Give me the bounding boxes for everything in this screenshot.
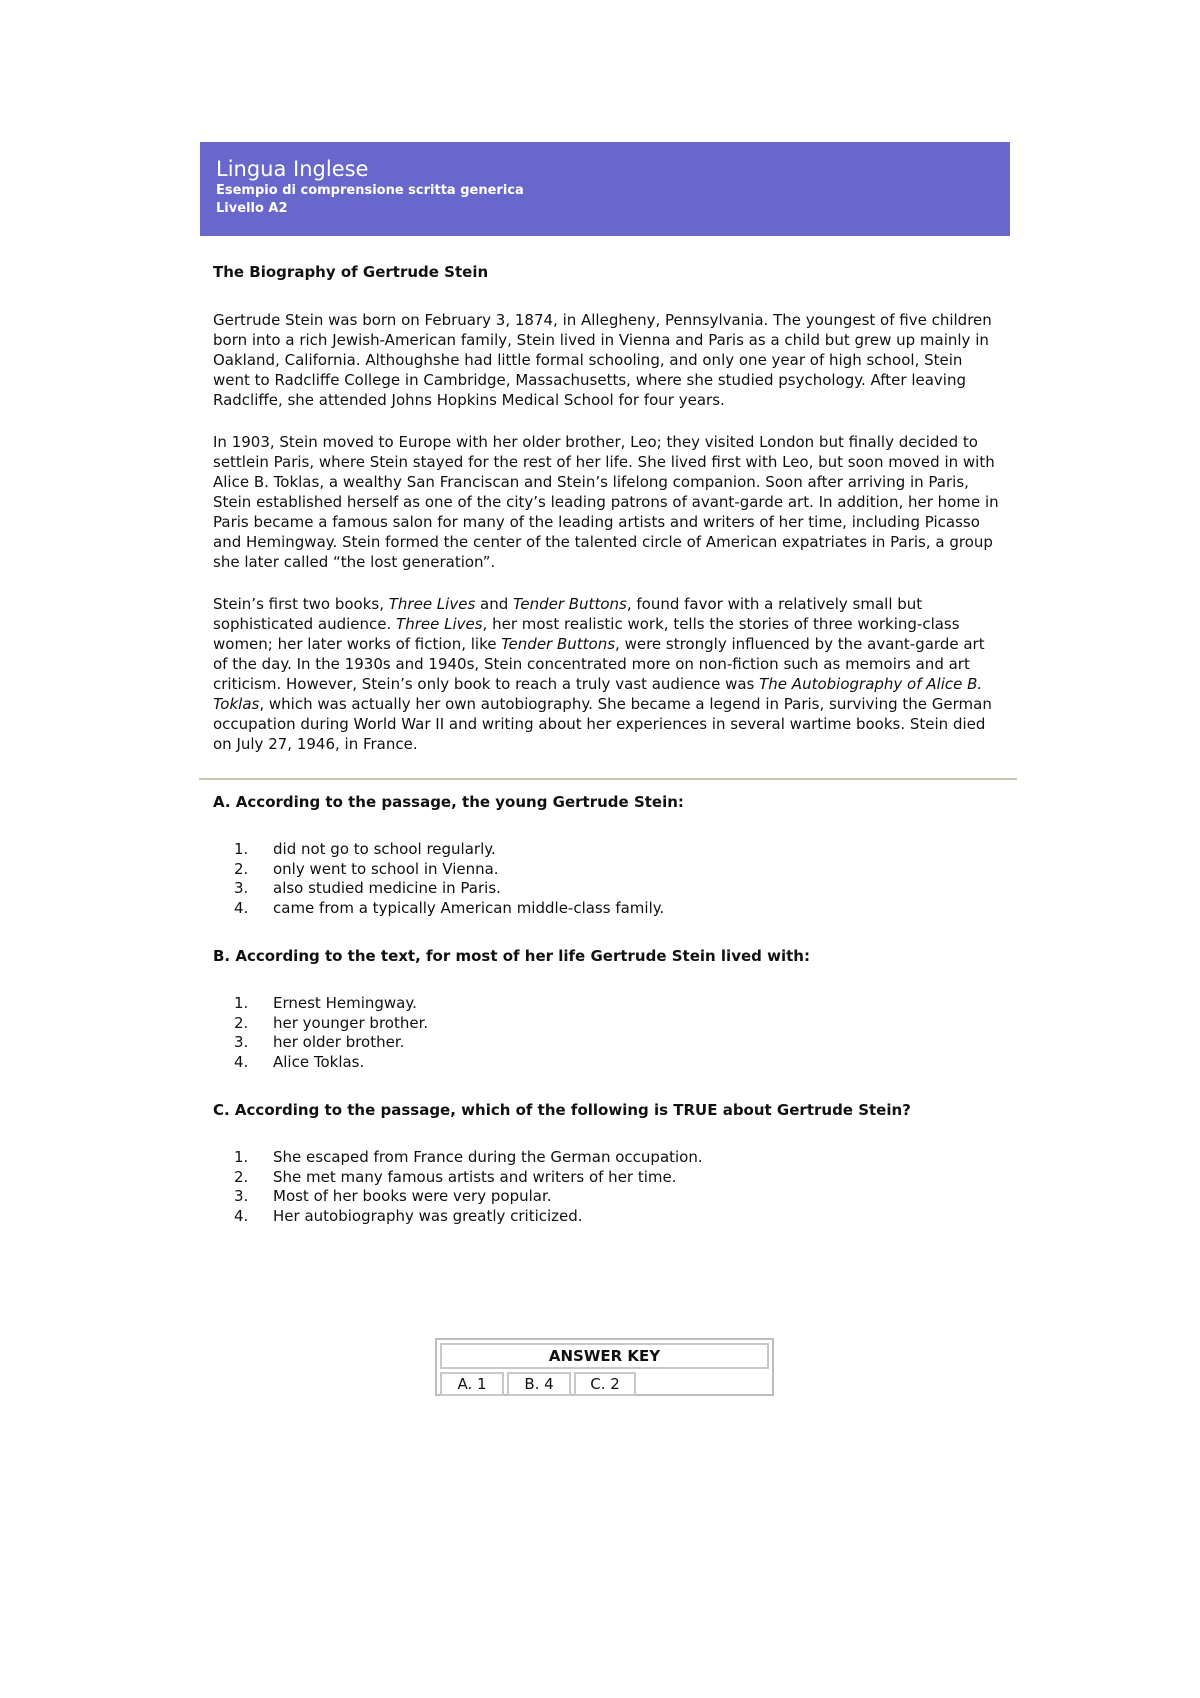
option-number: 4. <box>234 898 249 917</box>
list-item <box>234 879 1003 899</box>
book-title: The Autobiography of Alice B. Toklas <box>213 675 983 713</box>
answer-cell-b: B. 4 <box>507 1372 571 1396</box>
list-item <box>234 1013 1003 1034</box>
book-title: Three Lives <box>388 595 476 613</box>
option-text: Alice Toklas. <box>273 1052 365 1071</box>
option-text: came from a typically American middle-class family. <box>273 898 665 917</box>
option-text: only went to school in Vienna. <box>273 859 499 878</box>
header-subtitle: Esempio di comprensione scritta generica <box>216 183 524 198</box>
list-item <box>234 1167 1003 1188</box>
option-number: 3. <box>234 879 249 897</box>
list-item <box>234 1052 1003 1073</box>
list-item <box>234 1148 1003 1168</box>
book-title: Three Lives <box>396 615 483 633</box>
list-item <box>234 1187 1003 1207</box>
option-number: 1. <box>234 840 249 858</box>
header-level: Livello A2 <box>216 201 288 216</box>
option-text: She met many famous artists and writers of her time. <box>273 1167 677 1186</box>
answer-key-row <box>440 1372 769 1396</box>
option-list <box>213 840 1003 918</box>
list-item <box>234 859 1003 880</box>
option-text: Her autobiography was greatly criticized. <box>273 1206 583 1225</box>
paragraph-text: , which was actually her own autobiography. She became a legend in Paris, surviving the German occupation during World War II and writing about her experiences in several wartime books. Stein died on July 27, 1946, in France. <box>213 695 992 753</box>
paragraph-text: , found favor with a relatively small but sophisticated audience. <box>213 595 923 633</box>
option-text: Ernest Hemingway. <box>273 994 417 1012</box>
question-b <box>213 946 1003 1072</box>
option-list <box>213 1148 1003 1226</box>
list-item <box>234 1033 1003 1053</box>
option-text: She escaped from France during the German occupation. <box>273 1148 703 1166</box>
article-content <box>213 262 1003 1254</box>
header-banner <box>200 142 1010 236</box>
answer-cell-c: C. 2 <box>574 1372 636 1396</box>
answer-key-table <box>435 1338 774 1396</box>
book-title: Tender Buttons <box>501 635 616 653</box>
option-number: 2. <box>234 1167 249 1186</box>
list-item <box>234 898 1003 919</box>
article-paragraph-3 <box>213 594 1003 754</box>
list-item <box>234 994 1003 1014</box>
option-number: 3. <box>234 1033 249 1051</box>
header-title: Lingua Inglese <box>216 157 369 181</box>
answer-cell-a: A. 1 <box>440 1372 504 1396</box>
question-prompt: C. According to the passage, which of the following is TRUE about Gertrude Stein? <box>213 1101 911 1119</box>
option-text: her younger brother. <box>273 1013 429 1032</box>
question-prompt: A. According to the passage, the young Gertrude Stein: <box>213 793 684 811</box>
book-title: Tender Buttons <box>513 595 627 613</box>
option-number: 2. <box>234 859 249 878</box>
option-number: 2. <box>234 1013 249 1032</box>
option-number: 4. <box>234 1052 249 1071</box>
answer-key-title: ANSWER KEY <box>440 1343 769 1369</box>
list-item <box>234 840 1003 860</box>
paragraph-text: , were strongly influenced by the avant-garde art of the day. In the 1930s and 1940s, Stein concentrated more on non-fiction such as memoirs and art criticism. However, Stein’s only book to reach a truly vast audience was <box>213 635 985 693</box>
question-c <box>213 1100 1003 1226</box>
option-number: 1. <box>234 1148 249 1166</box>
question-a <box>213 792 1003 918</box>
paragraph-text: Stein’s first two books, <box>213 595 389 613</box>
option-text: Most of her books were very popular. <box>273 1187 552 1205</box>
list-item <box>234 1206 1003 1227</box>
article-paragraph-2: In 1903, Stein moved to Europe with her older brother, Leo; they visited London but finally decided to settlein Paris, where Stein stayed for the rest of her life. She lived first with Leo, but soon moved in with Alice B. Toklas, a wealthy San Franciscan and Stein’s lifelong companion. Soon after arriving in Paris, Stein established herself as one of the city’s leading patrons of avant-garde art. In addition, her home in Paris became a famous salon for many of the leading artists and writers of her time, including Picasso and Hemingway. Stein formed the center of the talented circle of American expatriates in Paris, a group she later called “the lost generation”. <box>213 433 999 571</box>
option-number: 4. <box>234 1206 249 1225</box>
option-number: 1. <box>234 994 249 1012</box>
article-title: The Biography of Gertrude Stein <box>213 263 489 281</box>
paragraph-text: , her most realistic work, tells the stories of three working-class women; her later works of fiction, like <box>213 615 960 653</box>
option-text: did not go to school regularly. <box>273 840 496 858</box>
option-list <box>213 994 1003 1072</box>
option-text: her older brother. <box>273 1033 405 1051</box>
section-divider <box>199 778 1017 780</box>
question-prompt: B. According to the text, for most of her life Gertrude Stein lived with: <box>213 947 810 965</box>
paragraph-text: and <box>475 595 514 613</box>
article-paragraph-1: Gertrude Stein was born on February 3, 1874, in Allegheny, Pennsylvania. The youngest of five children born into a rich Jewish-American family, Stein lived in Vienna and Paris as a child but grew up mainly in Oakland, California. Althoughshe had little formal schooling, and only one year of high school, Stein went to Radcliffe College in Cambridge, Massachusetts, where she studied psychology. After leaving Radcliffe, she attended Johns Hopkins Medical School for four years. <box>213 311 992 409</box>
option-text: also studied medicine in Paris. <box>273 879 501 897</box>
option-number: 3. <box>234 1187 249 1205</box>
